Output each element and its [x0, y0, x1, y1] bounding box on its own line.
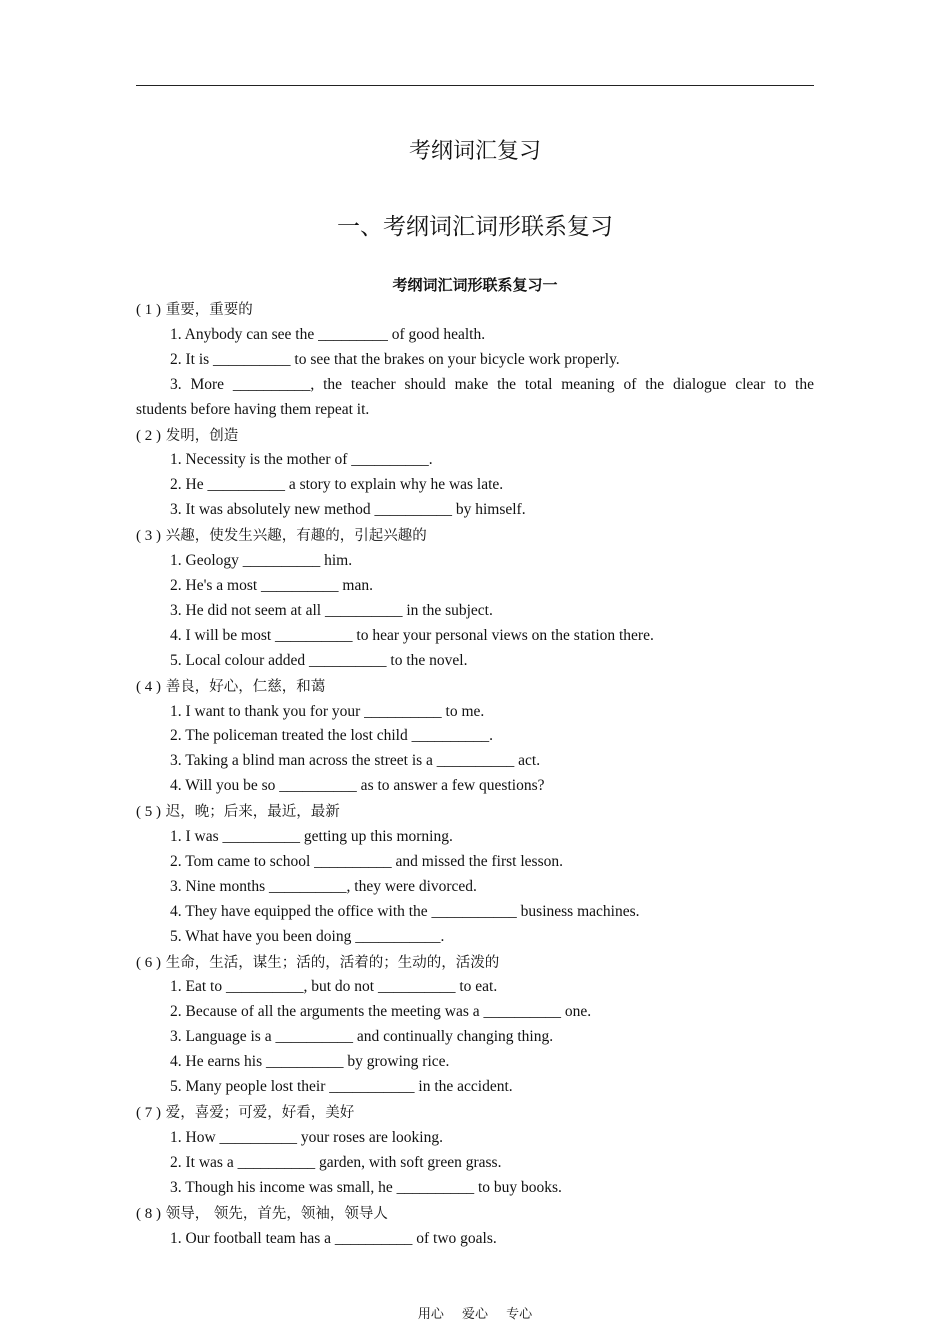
exercise-item: 2. The policeman treated the lost child __________. [170, 727, 493, 745]
exercise-item: 3. He did not seem at all __________ in the subject. [170, 601, 493, 619]
exercise-group [136, 1201, 814, 1252]
exercise-item-continuation: students before having them repeat it. [136, 400, 370, 418]
group-heading [136, 950, 814, 976]
exercise-item: 1. Anybody can see the _________ of good health. [170, 325, 486, 343]
exercise-item: 3. Nine months __________, they were divorced. [170, 877, 477, 895]
group-meaning: 迟，晚；后来，最近，最新 [165, 804, 340, 821]
page-footer: 用心 爱心 专心 [417, 1307, 533, 1322]
exercise-group [136, 674, 814, 800]
exercise-item: 3. Taking a blind man across the street is a __________ act. [170, 752, 541, 770]
exercise-group [136, 950, 814, 1100]
group-heading [136, 423, 814, 449]
exercise-item: 4. They have equipped the office with the ___________ business machines. [170, 902, 640, 920]
exercise-content [136, 297, 814, 1251]
group-heading [136, 674, 814, 700]
exercise-group [136, 297, 814, 423]
exercise-item: 3. Language is a __________ and continually changing thing. [170, 1028, 554, 1046]
exercise-group [136, 1100, 814, 1201]
exercise-item: 5. Local colour added __________ to the novel. [170, 651, 468, 669]
group-meaning: 生命，生活，谋生；活的，活着的；生动的，活泼的 [165, 954, 500, 971]
exercise-group [136, 523, 814, 673]
header-rule [136, 85, 814, 86]
exercise-item: 1. Necessity is the mother of __________. [170, 451, 433, 469]
exercise-item: 5. What have you been doing ___________. [170, 927, 445, 945]
section-title: 一、考纲词汇词形联系复习 [337, 214, 613, 240]
exercise-item: 1. I was __________ getting up this morning. [170, 828, 453, 846]
group-number: ( 2 ) [136, 427, 161, 444]
group-heading [136, 1201, 814, 1227]
group-number: ( 8 ) [136, 1205, 161, 1222]
exercise-item: 2. Tom came to school __________ and missed the first lesson. [170, 852, 563, 870]
exercise-item: 2. He __________ a story to explain why he was late. [170, 476, 504, 494]
group-heading [136, 523, 814, 549]
group-number: ( 7 ) [136, 1105, 161, 1121]
group-meaning: 善良，好心，仁慈，和蔼 [165, 678, 326, 695]
group-meaning: 兴趣，使发生兴趣，有趣的，引起兴趣的 [165, 528, 427, 545]
group-meaning: 发明，创造 [165, 427, 239, 444]
document-title: 考纲词汇复习 [408, 139, 541, 164]
group-meaning: 重要，重要的 [165, 302, 253, 318]
exercise-item: 4. I will be most __________ to hear your personal views on the station there. [170, 626, 654, 644]
exercise-item: 1. Eat to __________, but do not __________ to eat. [170, 978, 498, 996]
exercise-item: 3. More __________, the teacher should make the total meaning of the dialogue clear to the [170, 375, 814, 393]
exercise-item: 2. Because of all the arguments the meeting was a __________ one. [170, 1003, 592, 1021]
exercise-item: 4. He earns his __________ by growing rice. [170, 1053, 450, 1071]
exercise-item: 1. I want to thank you for your __________ to me. [170, 702, 485, 720]
exercise-item: 1. Our football team has a __________ of two goals. [170, 1229, 497, 1247]
exercise-item: 3. Though his income was small, he __________ to buy books. [170, 1178, 562, 1196]
group-number: ( 1 ) [136, 302, 161, 318]
exercise-item: 2. He's a most __________ man. [170, 576, 373, 594]
exercise-group [136, 423, 814, 524]
exercise-item: 5. Many people lost their ___________ in the accident. [170, 1078, 513, 1096]
exercise-item: 1. Geology __________ him. [170, 552, 353, 570]
group-meaning: 爱，喜爱；可爱，好看，美好 [165, 1105, 355, 1121]
exercise-item: 3. It was absolutely new method __________ by himself. [170, 501, 526, 519]
exercise-item: 4. Will you be so __________ as to answer a few questions? [170, 777, 545, 795]
group-heading [136, 297, 814, 323]
exercise-item: 1. How __________ your roses are looking. [170, 1128, 443, 1146]
exercise-item: 2. It was a __________ garden, with soft green grass. [170, 1153, 502, 1171]
exercise-group [136, 799, 814, 949]
group-number: ( 6 ) [136, 954, 161, 971]
group-number: ( 4 ) [136, 678, 161, 695]
group-meaning: 领导， 领先，首先，领袖，领导人 [165, 1205, 388, 1222]
group-heading [136, 1100, 814, 1126]
group-number: ( 3 ) [136, 528, 161, 545]
group-number: ( 5 ) [136, 804, 161, 821]
exercise-item: 2. It is __________ to see that the brakes on your bicycle work properly. [170, 350, 620, 368]
group-heading [136, 799, 814, 825]
exercise-subtitle: 考纲词汇词形联系复习一 [392, 276, 558, 294]
